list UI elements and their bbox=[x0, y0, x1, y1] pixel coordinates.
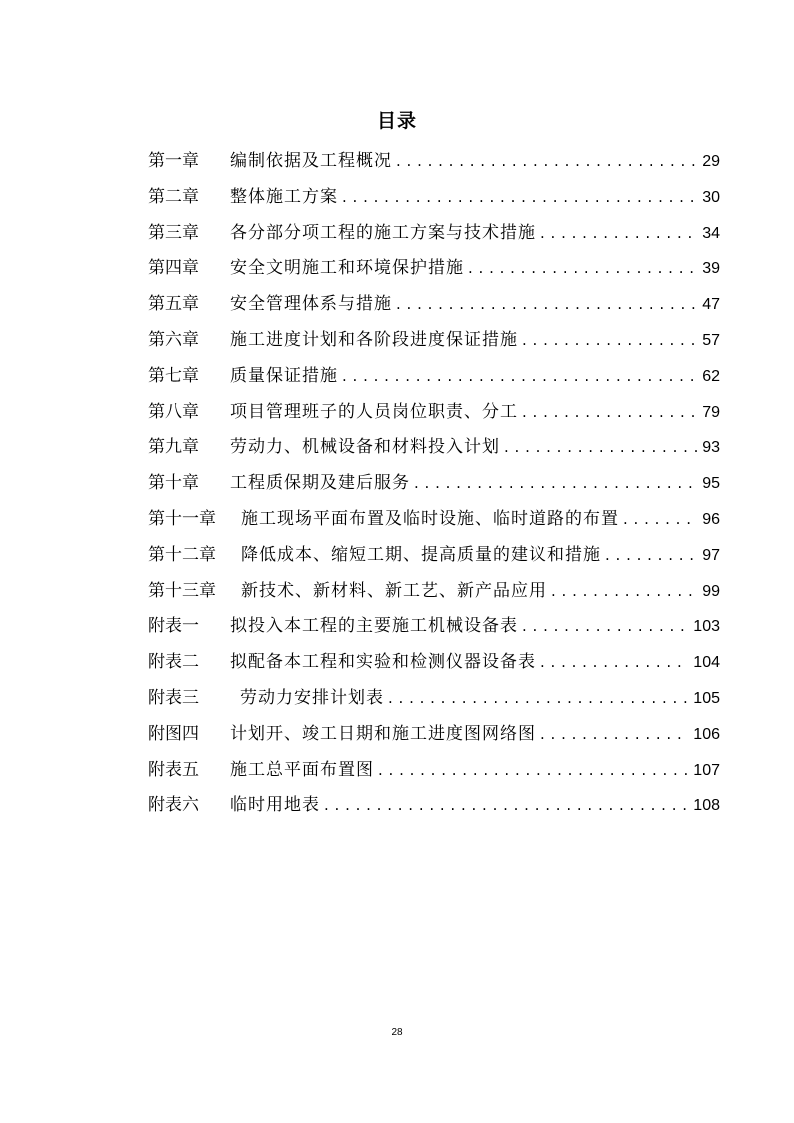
toc-entry-label: 附表六 bbox=[148, 795, 199, 816]
toc-entry-text: 施工总平面布置图 bbox=[230, 759, 374, 780]
toc-entry-page: 95 bbox=[702, 475, 720, 493]
toc-dot-leader bbox=[522, 323, 698, 359]
toc-entry-page: 34 bbox=[702, 224, 720, 242]
toc-dot-leader bbox=[522, 609, 689, 645]
toc-entry-text: 安全文明施工和环境保护措施 bbox=[230, 258, 464, 279]
toc-dot-leader bbox=[342, 180, 698, 216]
toc-entry-label: 附表五 bbox=[148, 759, 199, 780]
toc-entry-label: 第十一章 bbox=[148, 508, 216, 529]
toc-entry[interactable] bbox=[148, 323, 720, 359]
toc-list bbox=[148, 144, 720, 824]
toc-dot-leader bbox=[540, 216, 698, 252]
toc-entry-page: 30 bbox=[702, 188, 720, 206]
toc-entry-text: 施工现场平面布置及临时设施、临时道路的布置 bbox=[241, 508, 619, 529]
toc-entry-text: 工程质保期及建后服务 bbox=[230, 473, 410, 494]
toc-entry-label: 第十三章 bbox=[148, 580, 216, 601]
toc-entry-text: 各分部分项工程的施工方案与技术措施 bbox=[230, 222, 536, 243]
toc-dot-leader bbox=[378, 753, 689, 789]
toc-entry-label: 附表二 bbox=[148, 652, 199, 673]
toc-entry-text: 计划开、竣工日期和施工进度图网络图 bbox=[230, 723, 536, 744]
toc-dot-leader bbox=[504, 430, 698, 466]
toc-entry-page: 99 bbox=[702, 582, 720, 600]
toc-entry-page: 93 bbox=[702, 439, 720, 457]
toc-entry-page: 62 bbox=[702, 367, 720, 385]
toc-entry[interactable] bbox=[148, 466, 720, 502]
toc-entry-text: 劳动力安排计划表 bbox=[240, 687, 384, 708]
toc-dot-leader bbox=[522, 395, 698, 431]
toc-entry-text: 拟投入本工程的主要施工机械设备表 bbox=[230, 616, 518, 637]
toc-entry-page: 96 bbox=[702, 510, 720, 528]
toc-entry-text: 编制依据及工程概况 bbox=[230, 151, 392, 171]
toc-entry-text: 降低成本、缩短工期、提高质量的建议和措施 bbox=[241, 544, 601, 565]
toc-entry[interactable] bbox=[148, 681, 720, 717]
toc-entry-page: 79 bbox=[702, 403, 720, 421]
toc-entry-page: 29 bbox=[702, 153, 720, 170]
toc-entry[interactable] bbox=[148, 788, 720, 824]
toc-entry-page: 39 bbox=[702, 260, 720, 278]
toc-entry[interactable] bbox=[148, 251, 720, 287]
toc-dot-leader bbox=[396, 144, 698, 180]
toc-entry[interactable] bbox=[148, 538, 720, 574]
toc-dot-leader bbox=[396, 287, 698, 323]
toc-entry-label: 第七章 bbox=[148, 365, 199, 386]
toc-entry[interactable] bbox=[148, 359, 720, 395]
toc-entry-label: 第十二章 bbox=[148, 544, 216, 565]
toc-entry-label: 第六章 bbox=[148, 329, 199, 350]
toc-entry[interactable] bbox=[148, 287, 720, 323]
toc-dot-leader bbox=[414, 466, 698, 502]
toc-entry-page: 57 bbox=[702, 331, 720, 349]
toc-entry-label: 第八章 bbox=[148, 401, 199, 422]
toc-entry-text: 拟配备本工程和实验和检测仪器设备表 bbox=[230, 652, 536, 673]
toc-entry[interactable] bbox=[148, 609, 720, 645]
toc-entry-label: 附表三 bbox=[148, 687, 199, 708]
toc-entry-text: 质量保证措施 bbox=[230, 365, 338, 386]
toc-entry-page: 106 bbox=[693, 725, 720, 743]
toc-entry-label: 第五章 bbox=[148, 294, 199, 315]
toc-entry-label: 第四章 bbox=[148, 258, 199, 279]
toc-entry[interactable] bbox=[148, 645, 720, 681]
toc-entry-page: 47 bbox=[702, 296, 720, 314]
toc-entry-text: 新技术、新材料、新工艺、新产品应用 bbox=[241, 580, 547, 601]
toc-entry-text: 整体施工方案 bbox=[230, 186, 338, 207]
toc-dot-leader bbox=[324, 788, 689, 824]
toc-entry[interactable] bbox=[148, 430, 720, 466]
toc-dot-leader bbox=[342, 359, 698, 395]
toc-entry-text: 施工进度计划和各阶段进度保证措施 bbox=[230, 329, 518, 350]
toc-entry[interactable] bbox=[148, 395, 720, 431]
toc-dot-leader bbox=[551, 574, 698, 610]
toc-dot-leader bbox=[540, 645, 689, 681]
toc-dot-leader bbox=[605, 538, 698, 574]
toc-dot-leader bbox=[468, 251, 698, 287]
toc-entry-text: 劳动力、机械设备和材料投入计划 bbox=[230, 437, 500, 458]
toc-entry[interactable] bbox=[148, 753, 720, 789]
toc-title: 目录 bbox=[376, 110, 417, 132]
toc-entry[interactable] bbox=[148, 144, 720, 180]
toc-entry-label: 第一章 bbox=[148, 151, 199, 171]
toc-entry[interactable] bbox=[148, 502, 720, 538]
toc-entry-text: 安全管理体系与措施 bbox=[230, 294, 392, 315]
toc-entry-page: 107 bbox=[693, 761, 720, 779]
toc-entry-page: 97 bbox=[702, 546, 720, 564]
toc-dot-leader bbox=[623, 502, 698, 538]
toc-entry-label: 附图四 bbox=[148, 723, 199, 744]
toc-dot-leader bbox=[540, 717, 689, 753]
toc-entry[interactable] bbox=[148, 180, 720, 216]
page-number: 28 bbox=[391, 1027, 403, 1038]
toc-dot-leader bbox=[388, 681, 689, 717]
toc-entry[interactable] bbox=[148, 216, 720, 252]
toc-entry-text: 项目管理班子的人员岗位职责、分工 bbox=[230, 401, 518, 422]
toc-entry-page: 105 bbox=[693, 689, 720, 707]
toc-entry-page: 103 bbox=[693, 618, 720, 636]
toc-entry-label: 第十章 bbox=[148, 473, 199, 494]
toc-entry[interactable] bbox=[148, 574, 720, 610]
toc-entry-label: 第三章 bbox=[148, 222, 199, 243]
toc-entry-text: 临时用地表 bbox=[230, 795, 320, 816]
toc-entry-page: 108 bbox=[693, 797, 720, 815]
toc-entry-page: 104 bbox=[693, 654, 720, 672]
toc-entry-label: 第九章 bbox=[148, 437, 199, 458]
toc-entry-label: 附表一 bbox=[148, 616, 199, 637]
toc-entry[interactable] bbox=[148, 717, 720, 753]
toc-entry-label: 第二章 bbox=[148, 186, 199, 207]
